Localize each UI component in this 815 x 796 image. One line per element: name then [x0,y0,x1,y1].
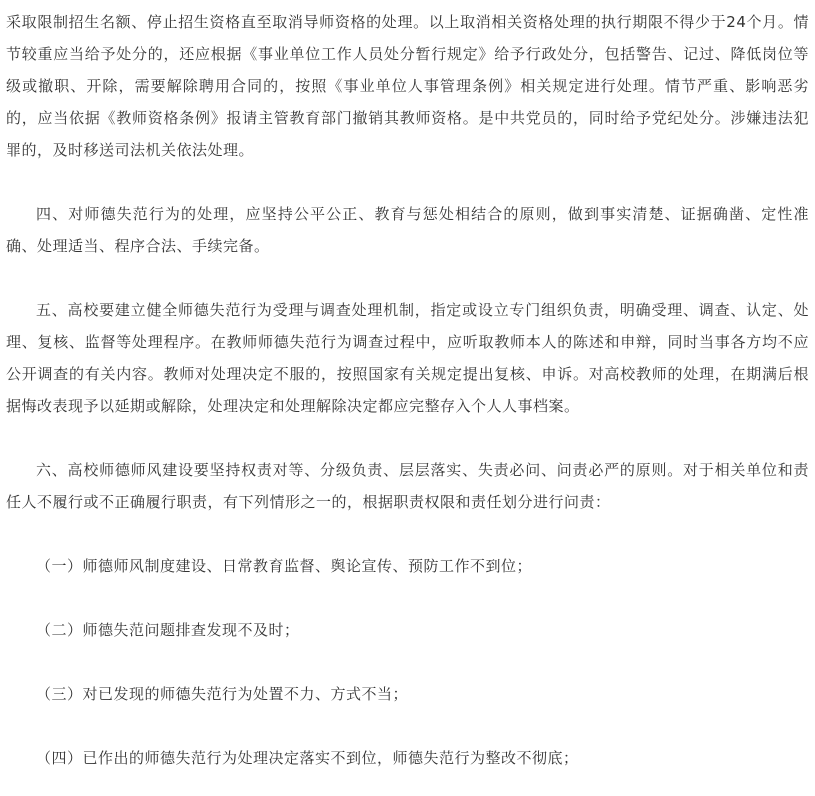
paragraph-spacer [6,646,809,678]
paragraph-item-5: 五、高校要建立健全师德失范行为受理与调查处理机制，指定或设立专门组织负责，明确受理、调查、认定、处理、复核、监督等处理程序。在教师师德失范行为调查过程中，应听取教师本人的陈述和申辩，同时当事各方均不应公开调查的有关内容。教师对处理决定不服的，按照国家有关规定提出复核、申诉。对高校教师的处理，在期满后根据悔改表现予以延期或解除，处理决定和处理解除决定都应完整存入个人人事档案。 [6,301,809,415]
paragraph-item-4: 四、对师德失范行为的处理，应坚持公平公正、教育与惩处相结合的原则，做到事实清楚、证据确凿、定性准确、处理适当、程序合法、手续完备。 [6,205,809,255]
paragraph-spacer [6,166,809,198]
list-item-4: （四）已作出的师德失范行为处理决定落实不到位，师德失范行为整改不彻底； [36,749,579,767]
paragraph-penalties-continued: 采取限制招生名额、停止招生资格直至取消导师资格的处理。以上取消相关资格处理的执行期限不得少于24个月。情节较重应当给予处分的，还应根据《事业单位工作人员处分暂行规定》给予行政处分，包括警告、记过、降低岗位等级或撤职、开除，需要解除聘用合同的，按照《事业单位人事管理条例》相关规定进行处理。情节严重、影响恶劣的，应当依据《教师资格条例》报请主管教育部门撤销其教师资格。是中共党员的，同时给予党纪处分。涉嫌违法犯罪的，及时移送司法机关依法处理。 [6,13,809,159]
list-item-2: （二）师德失范问题排查发现不及时； [36,621,300,639]
paragraph-spacer [6,422,809,454]
paragraph-spacer [6,262,809,294]
paragraph-item-6: 六、高校师德师风建设要坚持权责对等、分级负责、层层落实、失责必问、问责必严的原则。对于相关单位和责任人不履行或不正确履行职责，有下列情形之一的，根据职责权限和责任划分进行问责： [6,461,809,511]
list-item-3: （三）对已发现的师德失范行为处置不力、方式不当； [36,685,409,703]
paragraph-spacer [6,518,809,550]
paragraph-spacer [6,582,809,614]
paragraph-spacer [6,710,809,742]
list-item-1: （一）师德师风制度建设、日常教育监督、舆论宣传、预防工作不到位； [36,557,533,575]
